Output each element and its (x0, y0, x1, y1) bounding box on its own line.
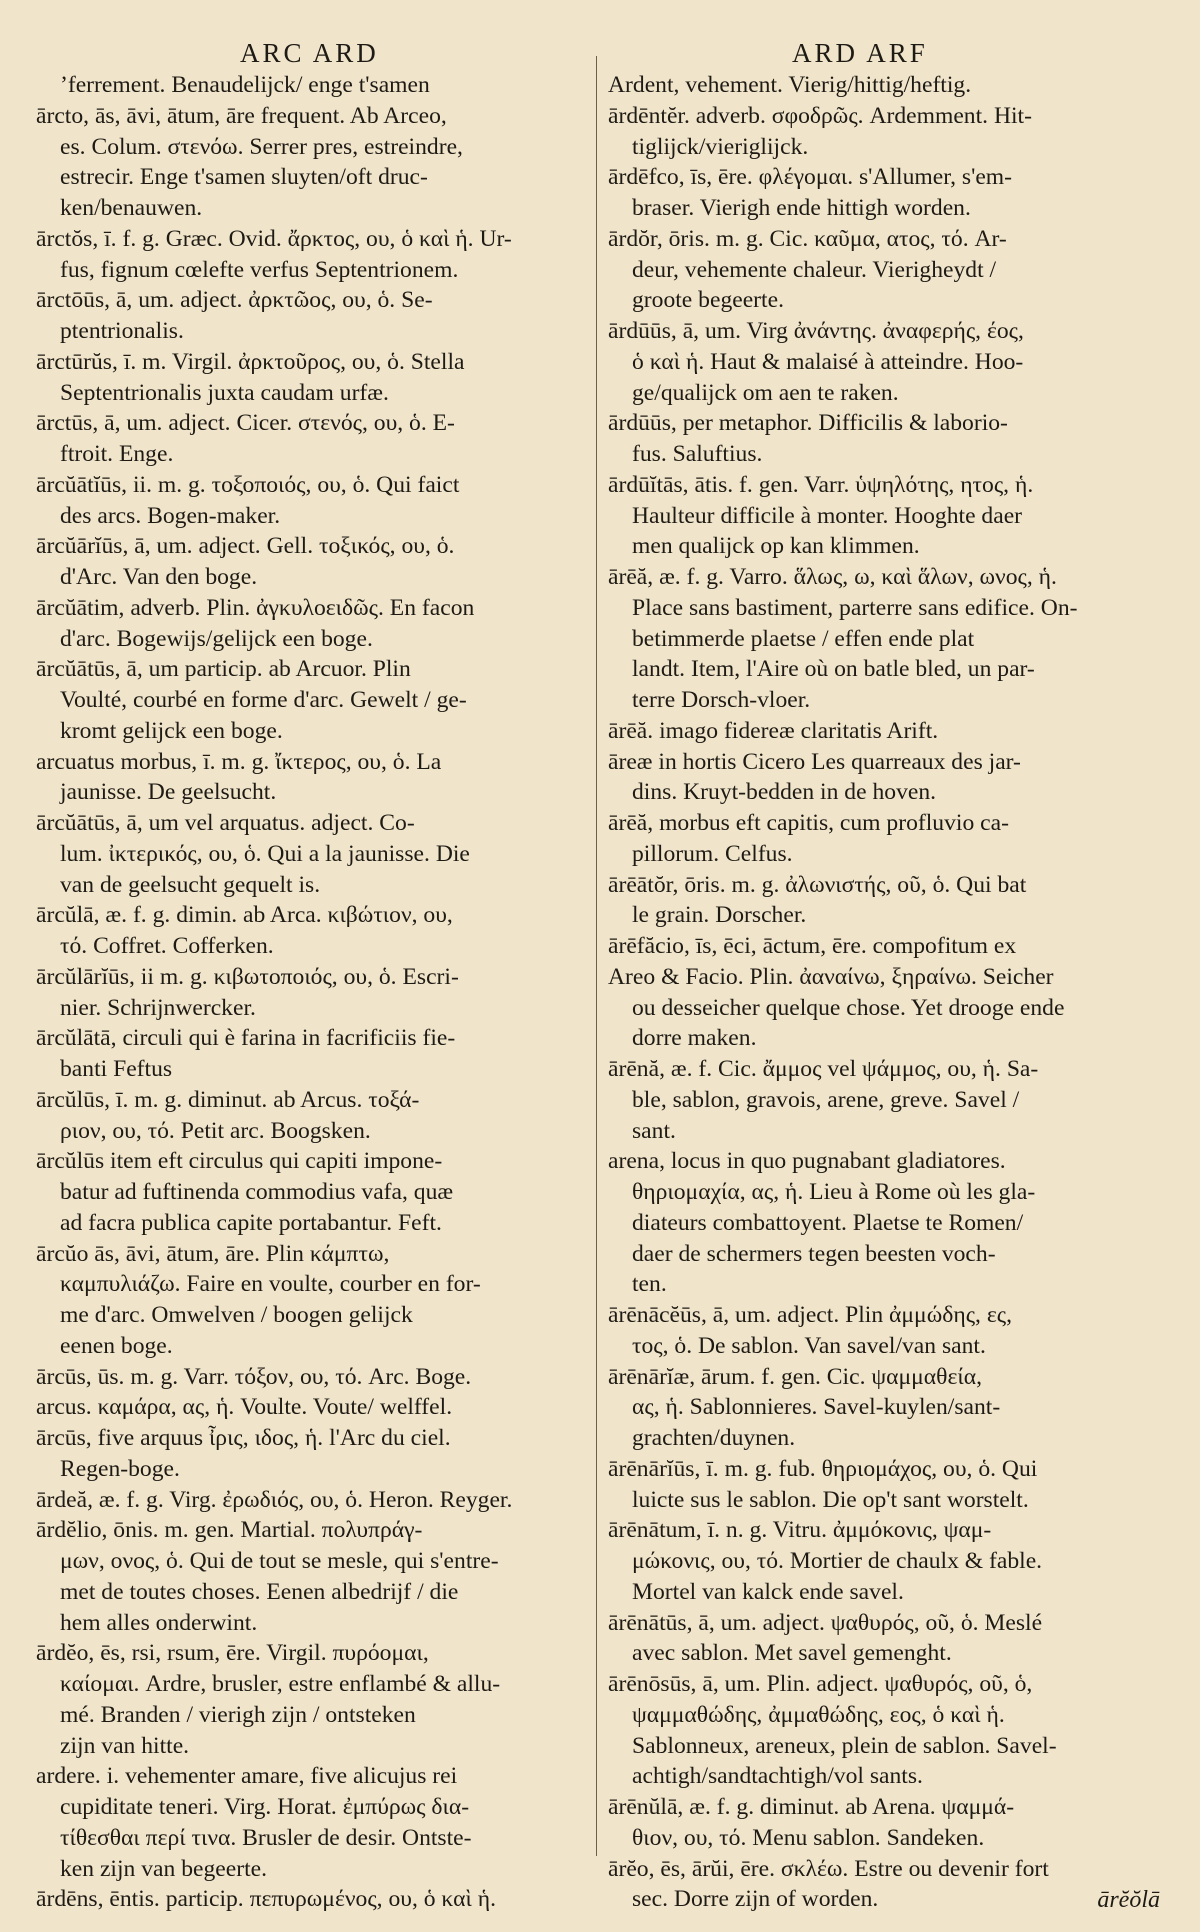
page-header-left: ARC ARD (240, 38, 379, 68)
dictionary-line: ārcŭātūs, ā, um vel arquatus. adject. Co- (36, 810, 415, 836)
dictionary-line: ψαμμαθώδης, ἀμμαθώδης, εος, ὁ καὶ ἡ. (632, 1701, 1005, 1728)
dictionary-line: pillorum. Celfus. (632, 840, 793, 867)
dictionary-line: ārdŏr, ōris. m. g. Cic. καῦμα, ατος, τό. Ar- (608, 225, 1007, 252)
dictionary-line: ārdēns, ēntis. particip. πεπυρωμένος, ου, ὁ καὶ ἡ. (36, 1886, 496, 1913)
page-header-right: ARD ARF (792, 38, 928, 68)
dictionary-line: luicte sus le sablon. Die op't sant worstelt. (632, 1486, 1029, 1513)
dictionary-line: ārēnă, æ. f. Cic. ἄμμος vel ψάμμος, ου, ἡ. Sa- (608, 1056, 1039, 1082)
dictionary-line: καίομαι. Ardre, brusler, estre enflambé & allu- (60, 1671, 501, 1697)
dictionary-line: Areo & Facio. Plin. ἀαναίνω, ξηραίνω. Seicher (608, 963, 1054, 990)
dictionary-line: ārcŭātim, adverb. Plin. ἀγκυλοειδῶς. En facon (36, 594, 475, 621)
dictionary-line: ārĕo, ēs, ārŭi, ēre. σκλέω. Estre ou devenir fort (608, 1855, 1049, 1882)
dictionary-line: van de geelsucht gequelt is. (60, 871, 321, 898)
dictionary-line: ārcūs, ūs. m. g. Varr. τόξον, ου, τό. Arc. Boge. (36, 1363, 472, 1390)
right-column (608, 70, 1160, 1915)
dictionary-line: mé. Branden / vierigh zijn / ontsteken (60, 1701, 416, 1728)
dictionary-line: καμπυλιάζω. Faire en voulte, courber en for- (60, 1271, 481, 1298)
dictionary-line: sant. (632, 1117, 676, 1144)
dictionary-line: daer de schermers tegen beesten voch- (632, 1240, 996, 1267)
dictionary-line: kromt gelijck een boge. (60, 717, 283, 744)
dictionary-line: ārēātŏr, ōris. m. g. ἀλωνιστής, οῦ, ὁ. Qui bat (608, 871, 1027, 898)
dictionary-line: Mortel van kalck ende savel. (632, 1578, 904, 1605)
dictionary-line: lum. ἰκτερικός, ου, ὁ. Qui a la jaunisse. Die (60, 840, 470, 867)
dictionary-line: ārdūūs, per metaphor. Difficilis & laborio- (608, 410, 1008, 437)
dictionary-line: Place sans bastiment, parterre sans edifice. On- (632, 594, 1078, 621)
dictionary-line: ārdĕlio, ōnis. m. gen. Martial. πολυπράγ- (36, 1517, 423, 1544)
dictionary-line: zijn van hitte. (60, 1732, 190, 1759)
dictionary-line: ārdēntĕr. adverb. σφοδρῶς. Ardemment. Hit- (608, 102, 1032, 129)
dictionary-line: ārēă, æ. f. g. Varro. ἅλως, ω, καὶ ἅλων, ωνος, ἡ. (608, 564, 1057, 590)
dictionary-line: Septentrionalis juxta caudam urfæ. (60, 379, 389, 406)
dictionary-line: diateurs combattoyent. Plaetse te Romen/ (632, 1209, 1024, 1236)
dictionary-line: avec sablon. Met savel gemenght. (632, 1640, 952, 1667)
dictionary-line: ārctūrŭs, ī. m. Virgil. ἀρκτοῦρος, ου, ὁ. Stella (36, 348, 465, 375)
dictionary-line: ardere. i. vehementer amare, five alicujus rei (36, 1763, 458, 1790)
dictionary-line: terre Dorsch-vloer. (632, 687, 811, 713)
dictionary-line: Haulteur difficile à monter. Hooghte daer (632, 502, 1023, 529)
left-column (36, 70, 588, 1915)
dictionary-line: ārēfăcio, īs, ēci, āctum, ēre. compofitum ex (608, 933, 1017, 959)
dictionary-line: ble, sablon, gravois, arene, greve. Savel / (632, 1086, 1020, 1113)
dictionary-line: arcus. καμάρα, ας, ἡ. Voulte. Voute/ welffel. (36, 1394, 453, 1421)
dictionary-line: τίθεσθαι περί τινα. Brusler de desir. Ontste- (60, 1824, 472, 1851)
dictionary-line: ad facra publica capite portabantur. Feft. (60, 1209, 442, 1236)
dictionary-line: batur ad fuftinenda commodius vafa, quæ (60, 1179, 454, 1205)
dictionary-line: ριον, ου, τό. Petit arc. Boogsken. (60, 1117, 371, 1144)
dictionary-line: Regen-boge. (60, 1455, 180, 1482)
dictionary-line: ārēnātum, ī. n. g. Vitru. ἀμμόκονις, ψαμ- (608, 1517, 992, 1544)
dictionary-line: landt. Item, l'Aire où on batle bled, un par- (632, 656, 1035, 683)
dictionary-line: ārcŭātūs, ā, um particip. ab Arcuor. Plin (36, 656, 411, 683)
dictionary-line: ārcŭlūs, ī. m. g. diminut. ab Arcus. τοξά- (36, 1086, 420, 1113)
dictionary-line: d'Arc. Van den boge. (60, 564, 258, 590)
dictionary-line: deur, vehemente chaleur. Vierigheydt / (632, 256, 997, 283)
dictionary-line: τό. Coffret. Cofferken. (60, 933, 274, 959)
dictionary-line: ārcŭlā, æ. f. g. dimin. ab Arca. κιβώτιον, ου, (36, 902, 453, 929)
dictionary-line: ge/qualijck om aen te raken. (632, 379, 899, 406)
dictionary-line: met de toutes choses. Eenen albedrijf / die (60, 1578, 459, 1605)
dictionary-line: Sablonneux, areneux, plein de sablon. Savel- (632, 1732, 1057, 1759)
dictionary-line: d'arc. Bogewijs/gelijck een boge. (60, 625, 373, 652)
dictionary-line: braser. Vierigh ende hittigh worden. (632, 195, 971, 221)
dictionary-line: arcuatus morbus, ī. m. g. ἴκτερος, ου, ὁ. La (36, 748, 442, 775)
dictionary-line: ārdēfco, īs, ēre. φλέγομαι. s'Allumer, s'em- (608, 164, 1013, 191)
dictionary-line: ’ferrement. Benaudelijck/ enge t'samen (60, 72, 430, 98)
dictionary-line: ārēnācĕūs, ā, um. adject. Plin ἀμμώδης, ες, (608, 1302, 1012, 1328)
dictionary-line: ārcto, ās, āvi, ātum, āre frequent. Ab Arceo, (36, 102, 447, 129)
dictionary-line: eenen boge. (60, 1332, 173, 1359)
dictionary-line: grachten/duynen. (632, 1425, 796, 1451)
dictionary-line: cupiditate teneri. Virg. Horat. ἐμπύρως δια- (60, 1794, 470, 1820)
dictionary-line: dorre maken. (632, 1025, 757, 1052)
dictionary-line: ārcŭātĭūs, ii. m. g. τοξοποιός, ου, ὁ. Qui faict (36, 471, 460, 498)
dictionary-line: ārcŭlārĭūs, ii m. g. κιβωτοποιός, ου, ὁ. Escri- (36, 963, 459, 990)
dictionary-line: me d'arc. Omwelven / boogen gelijck (60, 1302, 413, 1328)
dictionary-line: estrecir. Enge t'samen sluyten/oft druc- (60, 164, 428, 191)
dictionary-line: ārcŭlātā, circuli qui è farina in facrificiis fie- (36, 1025, 456, 1052)
dictionary-line: ārdeă, æ. f. g. Virg. ἐρωδιός, ου, ὁ. Heron. Reyger. (36, 1486, 513, 1513)
dictionary-line: āreæ in hortis Cicero Les quarreaux des jar- (608, 748, 1021, 775)
dictionary-line: ārctōūs, ā, um. adject. ἀρκτῶος, ου, ὁ. Se- (36, 287, 433, 314)
column-divider (596, 56, 597, 1856)
dictionary-line: des arcs. Bogen-maker. (60, 502, 281, 529)
dictionary-line: ou desseicher quelque chose. Yet drooge ende (632, 994, 1065, 1021)
dictionary-line: arena, locus in quo pugnabant gladiatores. (608, 1148, 1006, 1175)
catchword: ārĕŏlā (1097, 1887, 1160, 1913)
dictionary-line: θηριομαχία, ας, ἡ. Lieu à Rome où les gla- (632, 1179, 1036, 1205)
dictionary-line: fus, fignum cœlefte verfus Septentrionem. (60, 256, 459, 283)
dictionary-line: ārēnŭlā, æ. f. g. diminut. ab Arena. ψαμμά- (608, 1794, 1015, 1820)
dictionary-line: banti Feftus (60, 1056, 173, 1082)
dictionary-line: ārcŭārĭūs, ā, um. adject. Gell. τοξικός, ου, ὁ. (36, 533, 455, 560)
dictionary-line: ārēnārĭæ, ārum. f. gen. Cic. ψαμμαθεία, (608, 1363, 982, 1390)
dictionary-line: Ardent, vehement. Vierig/hittig/heftig. (608, 72, 972, 98)
dictionary-line: ārcūs, five arquus ἶρις, ιδος, ἡ. l'Arc du ciel. (36, 1425, 451, 1451)
dictionary-line: μώκονις, ου, τό. Mortier de chaulx & fable. (632, 1548, 1043, 1574)
dictionary-line: τος, ὁ. De sablon. Van savel/van sant. (632, 1332, 986, 1359)
dictionary-line: ārēă. imago fidereæ claritatis Arift. (608, 717, 939, 744)
dictionary-line: achtigh/sandtachtigh/vol sants. (632, 1763, 923, 1790)
dictionary-line: men qualijck op kan klimmen. (632, 533, 920, 560)
dictionary-line: μων, ονος, ὁ. Qui de tout se mesle, qui s'entre- (60, 1548, 499, 1574)
dictionary-line: groote begeerte. (632, 287, 784, 314)
dictionary-line: ὁ καὶ ἡ. Haut & malaisé à atteindre. Hoo- (632, 348, 1024, 375)
dictionary-line: ārēă, morbus eft capitis, cum profluvio ca- (608, 810, 1009, 836)
dictionary-line: Voulté, courbé en forme d'arc. Gewelt / ge- (60, 687, 467, 713)
dictionary-line: ārdĕo, ēs, rsi, rsum, ēre. Virgil. πυρόομαι, (36, 1640, 429, 1667)
dictionary-line: ārēnārĭūs, ī. m. g. fub. θηριομάχος, ου, ὁ. Qui (608, 1455, 1038, 1482)
dictionary-line: hem alles onderwint. (60, 1609, 258, 1636)
dictionary-line: betimmerde plaetse / effen ende plat (632, 625, 975, 652)
dictionary-line: es. Colum. στενόω. Serrer pres, estreindre, (60, 133, 463, 160)
dictionary-line: ārcŭo ās, āvi, ātum, āre. Plin κάμπτω, (36, 1240, 390, 1267)
dictionary-line: ārcŭlūs item eft circulus qui capiti impone- (36, 1148, 443, 1175)
dictionary-line: ten. (632, 1271, 667, 1298)
dictionary-line: ftroit. Enge. (60, 441, 174, 467)
dictionary-line: ptentrionalis. (60, 318, 184, 344)
dictionary-line: jaunisse. De geelsucht. (60, 779, 277, 806)
dictionary-line: ārctūs, ā, um. adject. Cicer. στενός, ου, ὁ. E- (36, 410, 455, 437)
dictionary-line: sec. Dorre zijn of worden. (632, 1886, 879, 1913)
dictionary-line: ārctŏs, ī. f. g. Græc. Ovid. ἄρκτος, ου, ὁ καὶ ἡ. Ur- (36, 225, 512, 252)
dictionary-line: ken/benauwen. (60, 195, 203, 221)
dictionary-line: ārdūūs, ā, um. Virg ἀνάντης. ἀναφερής, έος, (608, 318, 1024, 344)
dictionary-line: nier. Schrijnwercker. (60, 994, 256, 1021)
dictionary-line: le grain. Dorscher. (632, 902, 807, 929)
dictionary-line: ārēnōsūs, ā, um. Plin. adject. ψαθυρός, οῦ, ὁ, (608, 1671, 1033, 1697)
dictionary-line: ārēnātūs, ā, um. adject. ψαθυρός, οῦ, ὁ. Meslé (608, 1609, 1043, 1636)
dictionary-line: fus. Saluftius. (632, 441, 763, 467)
dictionary-line: ken zijn van begeerte. (60, 1855, 267, 1882)
dictionary-line: ας, ἡ. Sablonnieres. Savel-kuylen/sant- (632, 1394, 1001, 1421)
dictionary-line: θιον, ου, τό. Menu sablon. Sandeken. (632, 1824, 985, 1851)
dictionary-line: dins. Kruyt-bedden in de hoven. (632, 779, 937, 806)
dictionary-line: tiglijck/vieriglijck. (632, 133, 809, 160)
dictionary-line: ārdūĭtās, ātis. f. gen. Varr. ὑψηλότης, ητος, ἡ. (608, 471, 1034, 498)
